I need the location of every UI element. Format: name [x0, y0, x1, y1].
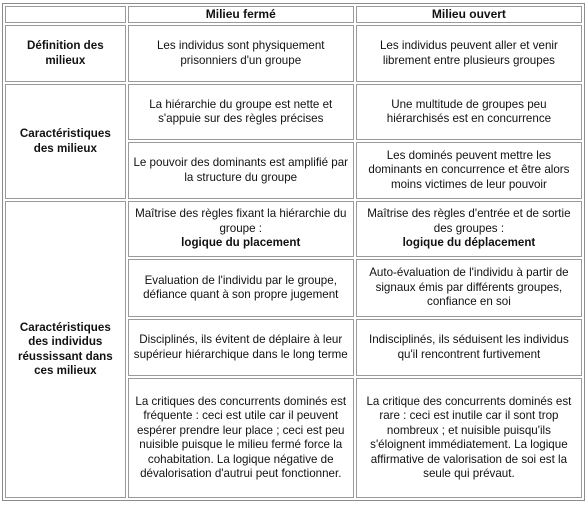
table-row: [5, 84, 582, 140]
row-header-caracteristiques-milieux: Caractéristiques des milieux: [5, 84, 126, 199]
cell-ouvert-text: Maîtrise des règles d'entrée et de sortie des groupes :: [367, 207, 571, 235]
cell-ferme: Evaluation de l'individu par le groupe, défiance quant à son propre jugement: [128, 259, 354, 317]
cell-ferme: Les individus sont physiquement prisonniers d'un groupe: [128, 25, 354, 82]
row-header-definition: Définition des milieux: [5, 25, 126, 82]
cell-ouvert: Auto-évaluation de l'individu à partir de signaux émis par différents groupes, confiance en soi: [356, 259, 582, 317]
cell-ferme: [128, 201, 354, 257]
cell-ouvert: Les individus peuvent aller et venir librement entre plusieurs groupes: [356, 25, 582, 82]
cell-ouvert-bold: logique du déplacement: [402, 236, 536, 250]
cell-ouvert: Une multitude de groupes peu hiérarchisés est en concurrence: [356, 84, 582, 140]
header-empty: [5, 6, 126, 23]
row-header-caracteristiques-individus: Caractéristiques des individus réussissant dans ces milieux: [5, 201, 126, 498]
cell-ferme-text: Maîtrise des règles fixant la hiérarchie du groupe :: [135, 207, 347, 235]
cell-ouvert: Les dominés peuvent mettre les dominants en concurrence et être alors moins victimes de leur pouvoir: [356, 142, 582, 199]
cell-ferme: La hiérarchie du groupe est nette et s'appuie sur des règles précises: [128, 84, 354, 140]
header-milieu-ferme: Milieu fermé: [128, 6, 354, 23]
header-milieu-ouvert: Milieu ouvert: [356, 6, 582, 23]
cell-ferme-bold: logique du placement: [181, 236, 301, 250]
cell-ouvert: La critique des concurrents dominés est rare : ceci est inutile car il sont trop nombreux ; et nuisible puisqu'ils s'éloignent immédiatement. La logique affirmative de valorisation de soi est la seule qui prévaut.: [356, 378, 582, 498]
cell-ferme: La critiques des concurrents dominés est fréquente : ceci est utile car il peuvent espérer prendre leur place ; ceci est peu nuisible puisque le milieu fermé force la cohabitation. La logique négative de dévalorisation d'autrui peut fonctionner.: [128, 378, 354, 498]
cell-ferme: Le pouvoir des dominants est amplifié par la structure du groupe: [128, 142, 354, 199]
header-row: [5, 6, 582, 23]
cell-ouvert: [356, 201, 582, 257]
table-row: [5, 201, 582, 257]
table-row: [5, 25, 582, 82]
cell-ouvert: Indisciplinés, ils séduisent les individus qu'il rencontrent furtivement: [356, 319, 582, 376]
comparison-table: [2, 3, 585, 501]
cell-ferme: Disciplinés, ils évitent de déplaire à leur supérieur hiérarchique dans le long terme: [128, 319, 354, 376]
